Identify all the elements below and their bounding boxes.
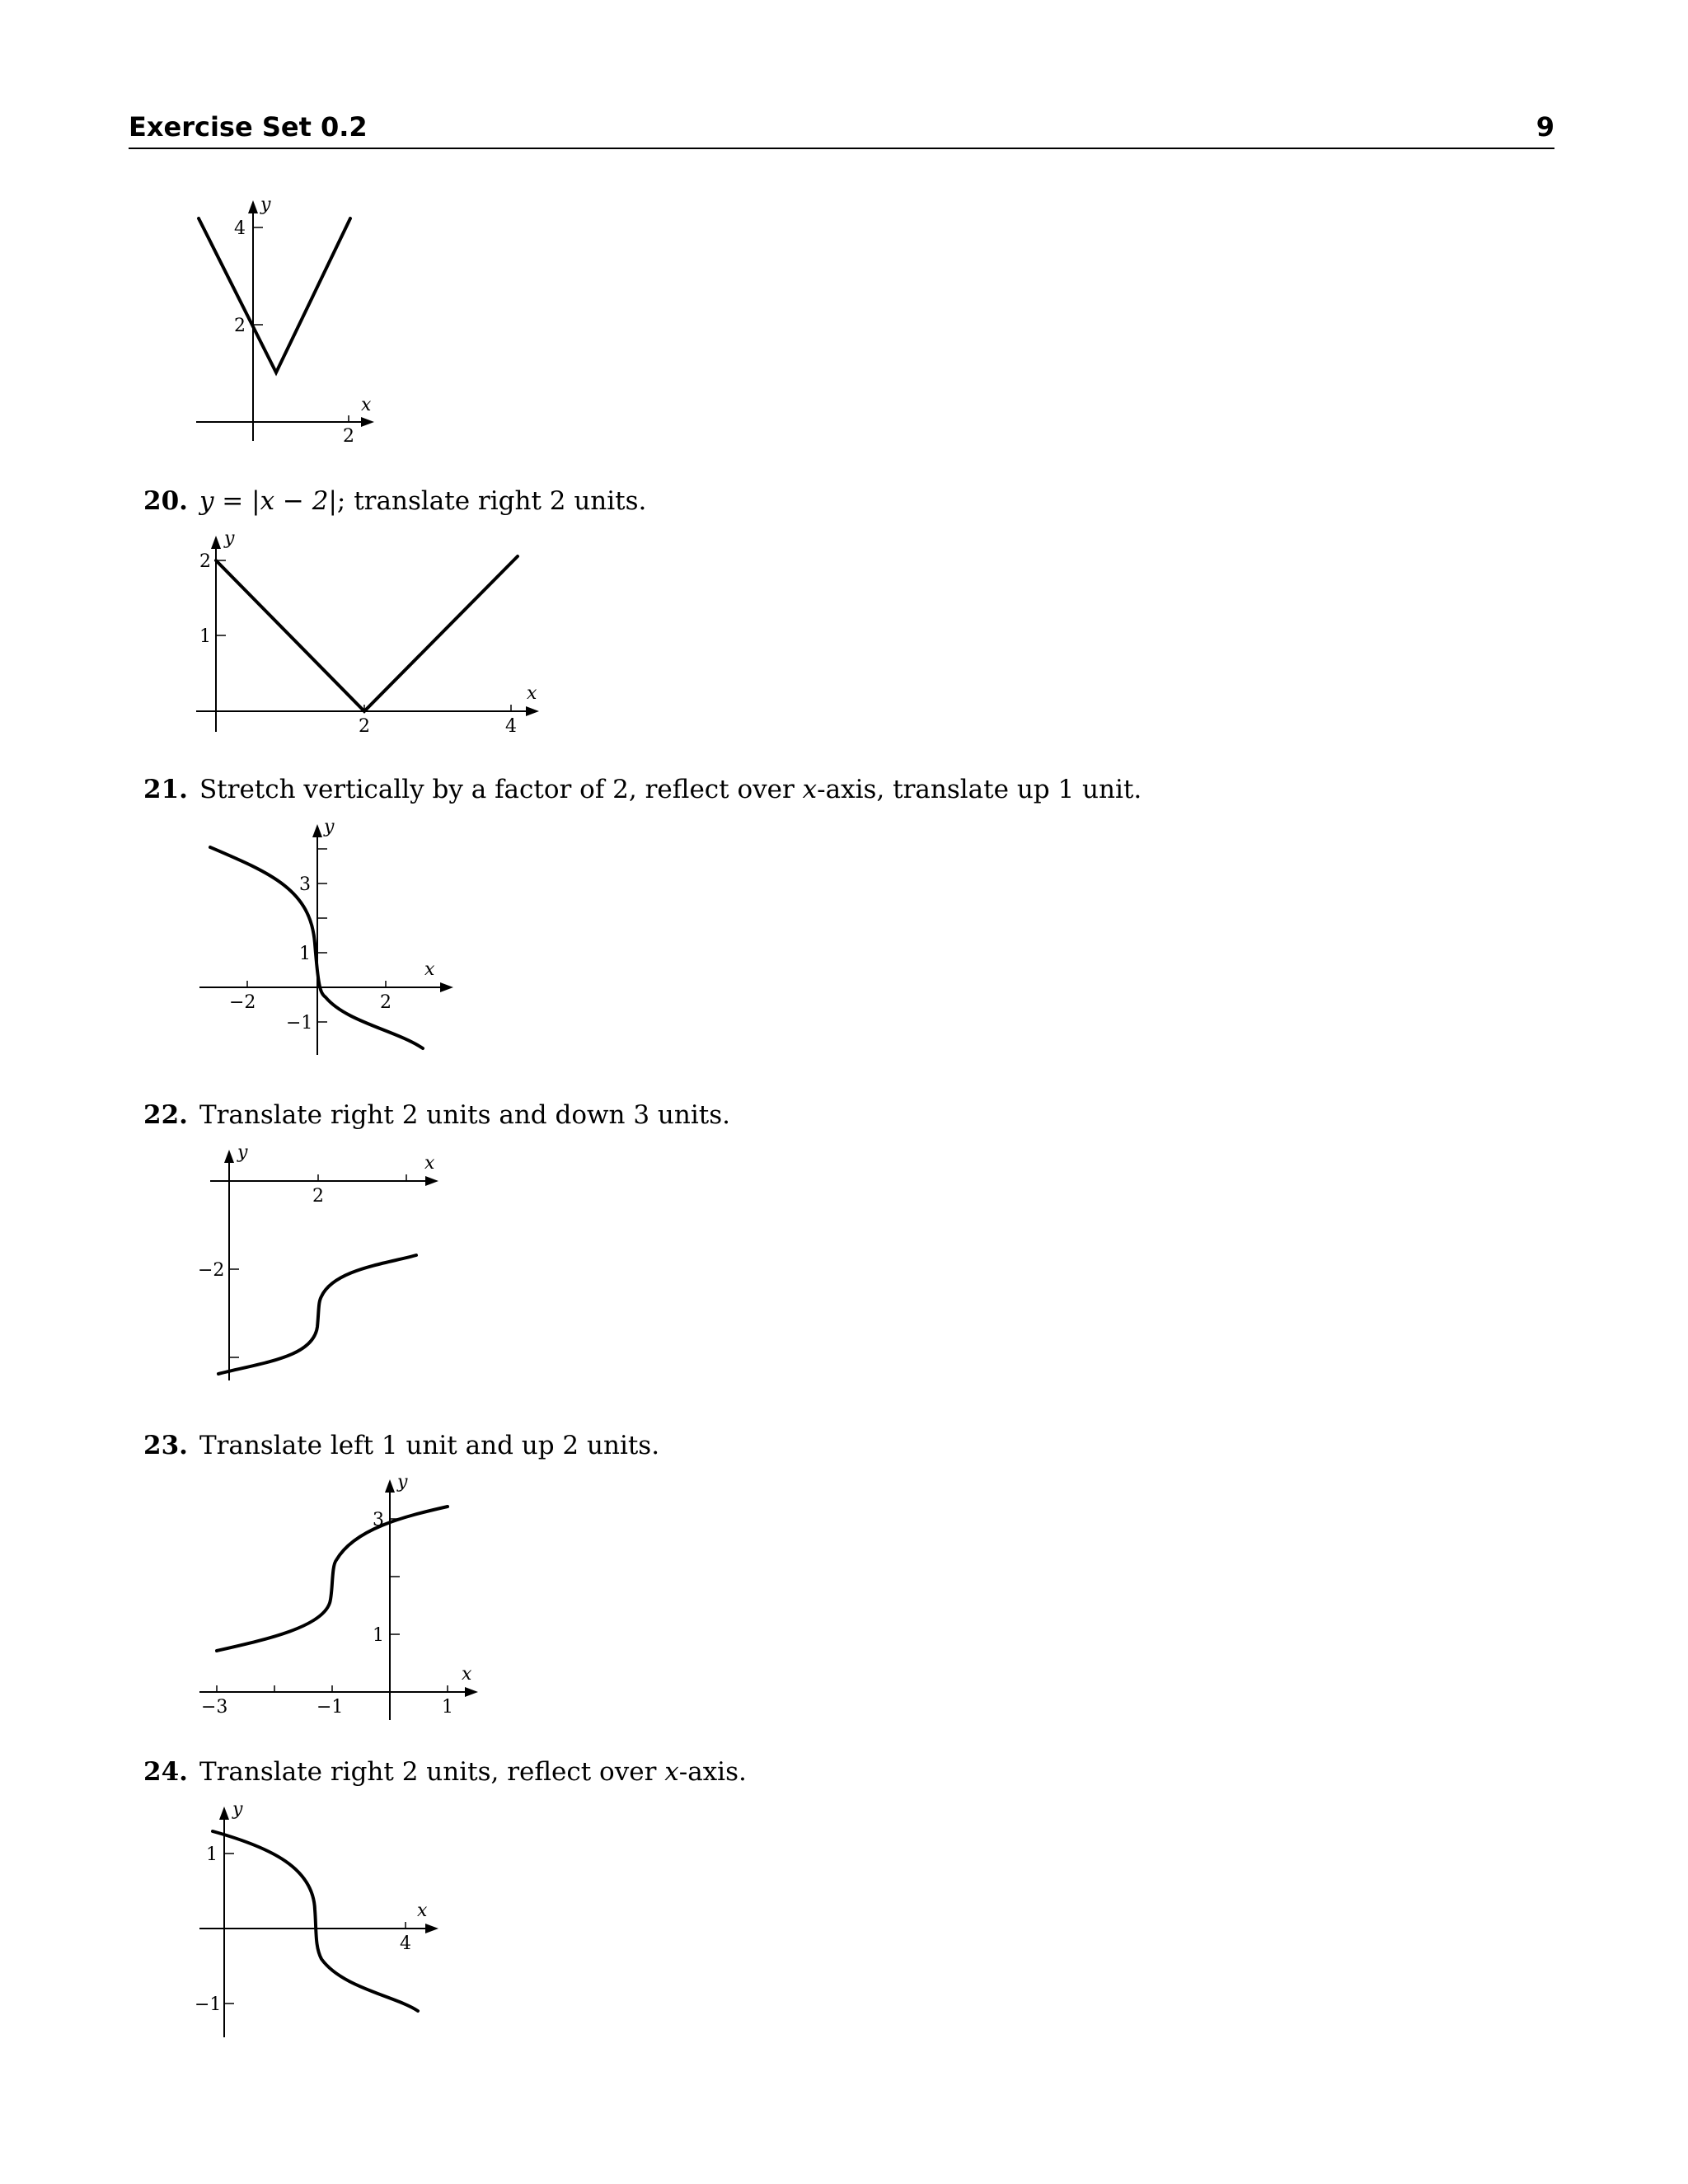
graph-curve — [213, 1831, 418, 2011]
page-number: 9 — [1536, 111, 1554, 143]
y-axis-arrow — [219, 1807, 229, 1820]
exercise-22 — [143, 1100, 730, 1130]
y-tick-label-2: 2 — [199, 551, 211, 572]
equation: y = |x − 2| — [199, 486, 337, 516]
exercise-text-after: -axis. — [678, 1757, 747, 1787]
x-tick-label-m1: −1 — [316, 1697, 344, 1718]
y-axis-label: y — [397, 1472, 408, 1493]
y-tick-label-3: 3 — [373, 1510, 384, 1530]
y-axis-label: y — [237, 1142, 248, 1163]
y-tick-label-m2: −2 — [198, 1260, 225, 1281]
y-tick-label-m1: −1 — [286, 1013, 313, 1033]
graph-curve — [199, 218, 350, 373]
exercise-20 — [143, 486, 646, 516]
graph-exercise-22 — [190, 1141, 462, 1389]
x-axis-arrow — [361, 417, 374, 427]
x-axis-label: x — [527, 683, 537, 704]
x-axis-arrow — [526, 706, 539, 716]
y-tick-label-2: 2 — [234, 316, 246, 336]
y-axis-label: y — [224, 528, 235, 549]
exercise-number: 21. — [143, 775, 188, 804]
y-tick-label-1: 1 — [206, 1844, 218, 1865]
exercise-21 — [143, 775, 1142, 804]
x-tick-label-4: 4 — [400, 1933, 411, 1954]
running-title: Exercise Set 0.2 — [129, 111, 368, 143]
y-axis-arrow — [312, 824, 322, 837]
y-tick-label-3: 3 — [299, 874, 311, 895]
math-variable: x — [664, 1757, 679, 1787]
x-axis-label: x — [462, 1664, 472, 1685]
x-axis-label: x — [424, 1153, 435, 1174]
exercise-text-after: -axis, translate up 1 unit. — [817, 775, 1142, 804]
x-tick-label-1: 1 — [442, 1697, 453, 1718]
y-axis-label: y — [324, 817, 335, 837]
x-axis-arrow — [440, 982, 453, 992]
x-tick-label-m3: −3 — [201, 1697, 228, 1718]
x-axis-label: x — [417, 1900, 428, 1921]
y-axis-arrow — [224, 1150, 234, 1163]
x-tick-label-4: 4 — [505, 716, 517, 737]
x-tick-label-m2: −2 — [229, 992, 256, 1013]
graph-exercise-23 — [190, 1471, 495, 1727]
y-axis-arrow — [385, 1479, 395, 1493]
y-tick-label-4: 4 — [234, 218, 246, 239]
x-axis-arrow — [425, 1176, 438, 1186]
graph-exercise-24 — [190, 1798, 470, 2046]
y-tick-label-1: 1 — [199, 626, 211, 647]
y-axis-label: y — [260, 194, 271, 215]
y-axis-arrow — [248, 200, 258, 213]
x-tick-label-2: 2 — [343, 426, 354, 447]
graph-exercise-19 — [190, 194, 387, 449]
exercise-text-before: Stretch vertically by a factor of 2, reflect over — [199, 775, 803, 804]
y-tick-label-m1: −1 — [195, 1994, 222, 2015]
x-axis-label: x — [361, 395, 372, 415]
exercise-text: ; translate right 2 units. — [336, 486, 647, 516]
exercise-number: 22. — [143, 1100, 188, 1130]
x-axis-label: x — [424, 959, 435, 980]
x-tick-label-2: 2 — [359, 716, 370, 737]
y-axis-label: y — [232, 1799, 243, 1820]
exercise-number: 20. — [143, 486, 188, 516]
x-tick-label-2: 2 — [380, 992, 392, 1013]
x-axis-arrow — [425, 1924, 438, 1933]
graph-curve — [217, 1507, 448, 1651]
exercise-number: 24. — [143, 1757, 188, 1787]
math-variable: x — [802, 775, 818, 804]
page-header — [129, 111, 1554, 149]
x-axis-arrow — [465, 1687, 478, 1697]
graph-exercise-20 — [190, 527, 552, 750]
exercise-23 — [143, 1431, 659, 1460]
graph-curve — [216, 556, 518, 711]
exercise-text: Translate right 2 units and down 3 units. — [199, 1100, 730, 1130]
graph-exercise-21 — [190, 816, 470, 1063]
exercise-number: 23. — [143, 1431, 188, 1460]
exercise-24 — [143, 1757, 747, 1787]
exercise-text: Translate left 1 unit and up 2 units. — [199, 1431, 660, 1460]
y-axis-arrow — [211, 536, 221, 549]
y-tick-label-1: 1 — [299, 944, 311, 964]
exercise-text-before: Translate right 2 units, reflect over — [199, 1757, 665, 1787]
y-tick-label-1: 1 — [373, 1625, 384, 1646]
graph-curve — [218, 1255, 416, 1374]
x-tick-label-2: 2 — [312, 1186, 324, 1207]
